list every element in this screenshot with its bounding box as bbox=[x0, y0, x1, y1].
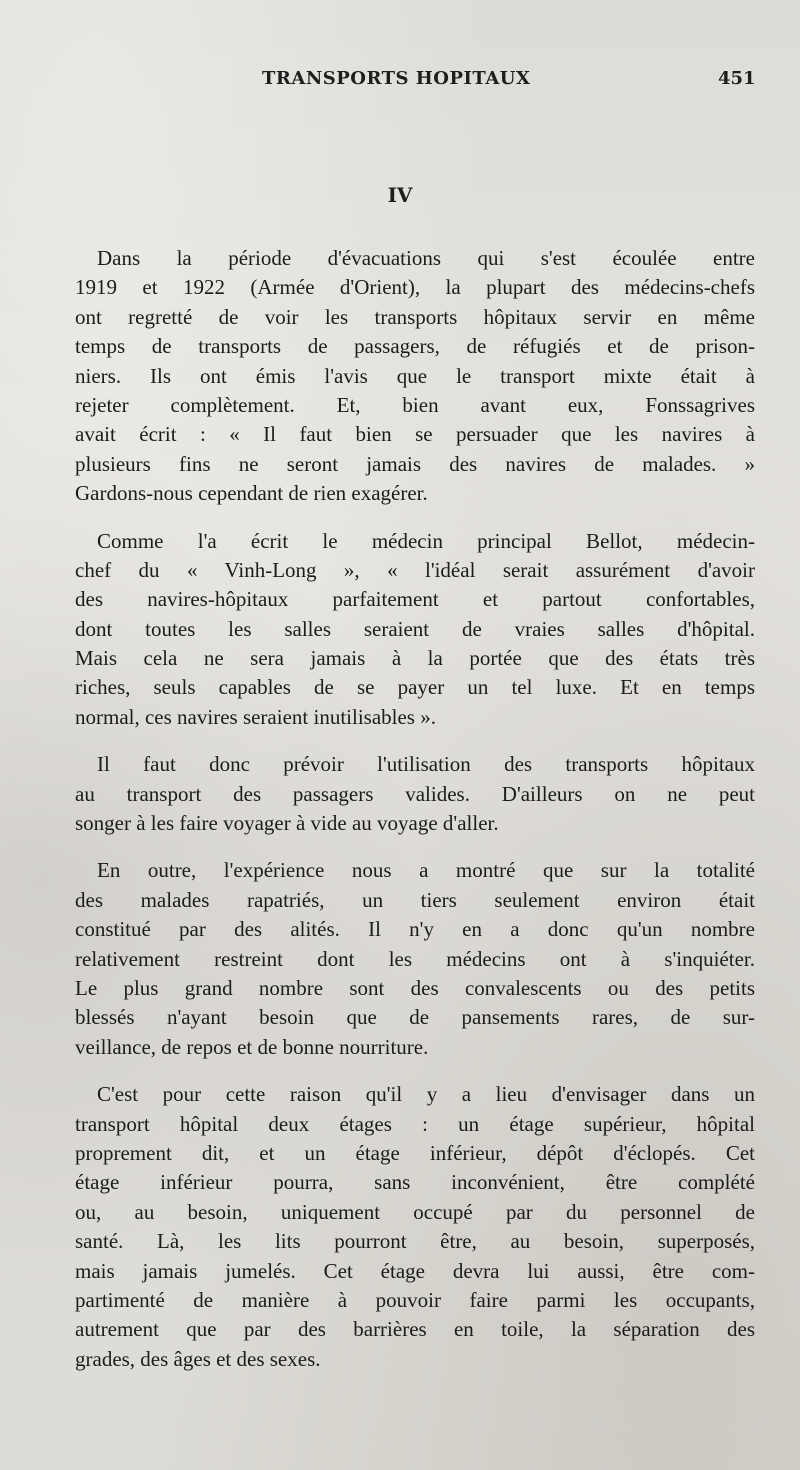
text-line: chef du « Vinh-Long », « l'idéal serait assurément d'avoir bbox=[75, 557, 755, 582]
text-line: normal, ces navires seraient inutilisables ». bbox=[75, 704, 436, 729]
text-line: relativement restreint dont les médecins ont à s'inquiéter. bbox=[75, 946, 755, 971]
text-line: des malades rapatriés, un tiers seulement environ était bbox=[75, 887, 755, 912]
body-text bbox=[75, 244, 755, 1392]
text-line: plusieurs fins ne seront jamais des navires de malades. » bbox=[75, 451, 755, 476]
paragraph-1 bbox=[75, 244, 755, 509]
text-line: constitué par des alités. Il n'y en a donc qu'un nombre bbox=[75, 917, 755, 942]
text-line: C'est pour cette raison qu'il y a lieu d'envisager dans un bbox=[97, 1082, 755, 1107]
text-line: Il faut donc prévoir l'utilisation des transports hôpitaux bbox=[97, 752, 755, 777]
text-line: partimenté de manière à pouvoir faire parmi les occupants, bbox=[75, 1287, 755, 1312]
section-heading: IV bbox=[387, 183, 413, 207]
text-line: dont toutes les salles seraient de vraies salles d'hôpital. bbox=[75, 616, 755, 641]
paragraph-5 bbox=[75, 1080, 755, 1374]
text-line: avait écrit : « Il faut bien se persuader que les navires à bbox=[75, 422, 755, 447]
text-line: rejeter complètement. Et, bien avant eux, Fonssagrives bbox=[75, 392, 755, 417]
text-line: grades, des âges et des sexes. bbox=[75, 1346, 321, 1371]
running-title: TRANSPORTS HOPITAUX bbox=[262, 68, 531, 89]
text-line: Le plus grand nombre sont des convalescents ou des petits bbox=[75, 975, 755, 1000]
paragraph-4 bbox=[75, 856, 755, 1062]
text-line: transport hôpital deux étages : un étage supérieur, hôpital bbox=[75, 1111, 755, 1136]
text-line: En outre, l'expérience nous a montré que sur la totalité bbox=[97, 858, 755, 883]
text-line: riches, seuls capables de se payer un tel luxe. Et en temps bbox=[75, 675, 755, 700]
text-line: ou, au besoin, uniquement occupé par du personnel de bbox=[75, 1199, 755, 1224]
text-line: étage inférieur pourra, sans inconvénient, être complété bbox=[75, 1170, 755, 1195]
text-line: 1919 et 1922 (Armée d'Orient), la plupart des médecins-chefs bbox=[75, 275, 755, 300]
text-line: au transport des passagers valides. D'ailleurs on ne peut bbox=[75, 781, 755, 806]
text-line: des navires-hôpitaux parfaitement et partout confortables, bbox=[75, 587, 755, 612]
paragraph-2 bbox=[75, 527, 755, 733]
text-line: veillance, de repos et de bonne nourriture. bbox=[75, 1034, 429, 1059]
text-line: mais jamais jumelés. Cet étage devra lui aussi, être com- bbox=[75, 1258, 755, 1283]
text-line: niers. Ils ont émis l'avis que le transport mixte était à bbox=[75, 363, 755, 388]
text-line: ont regretté de voir les transports hôpitaux servir en même bbox=[75, 304, 755, 329]
text-line: Comme l'a écrit le médecin principal Bellot, médecin- bbox=[97, 528, 755, 553]
text-line: santé. Là, les lits pourront être, au besoin, superposés, bbox=[75, 1229, 755, 1254]
text-line: blessés n'ayant besoin que de pansements rares, de sur- bbox=[75, 1005, 755, 1030]
text-line: Mais cela ne sera jamais à la portée que des états très bbox=[75, 646, 755, 671]
text-line: songer à les faire voyager à vide au voyage d'aller. bbox=[75, 811, 499, 836]
text-line: temps de transports de passagers, de réfugiés et de prison- bbox=[75, 334, 755, 359]
page-number: 451 bbox=[718, 68, 756, 89]
paragraph-3 bbox=[75, 750, 755, 838]
text-line: Dans la période d'évacuations qui s'est écoulée entre bbox=[97, 246, 755, 270]
page-header bbox=[0, 68, 800, 98]
text-line: proprement dit, et un étage inférieur, dépôt d'éclopés. Cet bbox=[75, 1140, 755, 1165]
text-line: Gardons-nous cependant de rien exagérer. bbox=[75, 481, 428, 506]
text-line: autrement que par des barrières en toile, la séparation des bbox=[75, 1317, 755, 1342]
